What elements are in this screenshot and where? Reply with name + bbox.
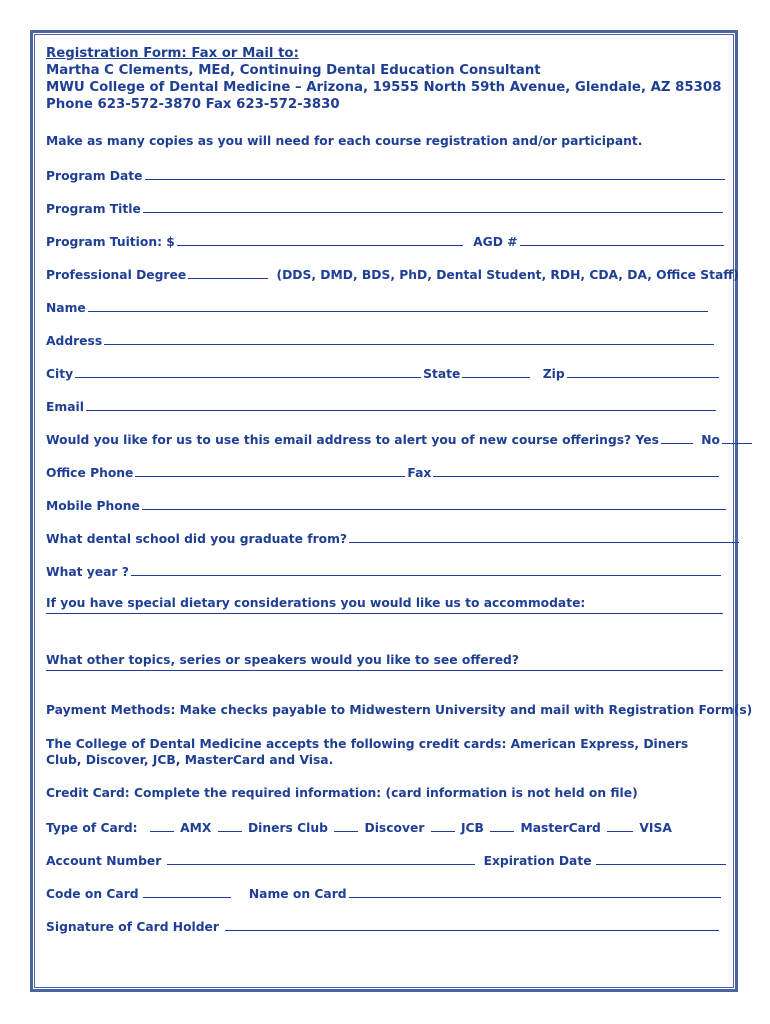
program-tuition-label: Program Tuition: $ bbox=[46, 235, 175, 249]
address-row bbox=[46, 332, 716, 348]
state-field[interactable] bbox=[462, 365, 530, 378]
program-date-field[interactable] bbox=[145, 167, 725, 180]
mobile-phone-row bbox=[46, 497, 728, 513]
card-diners-checkbox[interactable] bbox=[218, 819, 242, 832]
code-on-card-field[interactable] bbox=[143, 885, 231, 898]
card-amx-checkbox[interactable] bbox=[150, 819, 174, 832]
state-label: State bbox=[423, 367, 461, 381]
what-year-row bbox=[46, 563, 723, 579]
name-on-card-label: Name on Card bbox=[248, 887, 347, 901]
type-of-card-label: Type of Card: bbox=[46, 821, 138, 835]
dental-school-label: What dental school did you graduate from? bbox=[46, 532, 348, 546]
name-label: Name bbox=[46, 301, 86, 315]
card-type-row bbox=[46, 819, 672, 835]
what-year-field[interactable] bbox=[131, 563, 721, 576]
email-alert-row bbox=[46, 431, 754, 447]
fax-field[interactable] bbox=[433, 464, 719, 477]
city-state-zip-row bbox=[46, 365, 721, 381]
card-visa-checkbox[interactable] bbox=[607, 819, 633, 832]
form-title: Registration Form: Fax or Mail to: bbox=[46, 46, 299, 61]
card-jcb-checkbox[interactable] bbox=[431, 819, 455, 832]
email-alert-yes-field[interactable] bbox=[661, 431, 693, 444]
address-label: Address bbox=[46, 334, 103, 348]
account-number-field[interactable] bbox=[167, 852, 475, 865]
card-jcb-label: JCB bbox=[460, 821, 484, 835]
contact-name: Martha C Clements, MEd, Continuing Dental Education Consultant bbox=[46, 63, 541, 78]
email-alert-no-label: No bbox=[701, 433, 720, 447]
email-row bbox=[46, 398, 718, 414]
card-diners-label: Diners Club bbox=[247, 821, 328, 835]
agd-label: AGD # bbox=[473, 235, 518, 249]
fax-label: Fax bbox=[407, 466, 432, 480]
name-on-card-field[interactable] bbox=[349, 885, 721, 898]
program-tuition-field[interactable] bbox=[177, 233, 463, 246]
program-title-field[interactable] bbox=[143, 200, 723, 213]
signature-field[interactable] bbox=[225, 918, 719, 931]
signature-label: Signature of Card Holder bbox=[46, 920, 219, 934]
city-field[interactable] bbox=[75, 365, 421, 378]
signature-row bbox=[46, 918, 721, 934]
copies-instruction: Make as many copies as you will need for each course registration and/or participant. bbox=[46, 134, 643, 148]
mobile-phone-label: Mobile Phone bbox=[46, 499, 140, 513]
payment-methods: Payment Methods: Make checks payable to Midwestern University and mail with Registration Form(s) bbox=[46, 703, 753, 717]
account-number-label: Account Number bbox=[46, 854, 162, 868]
expiration-date-label: Expiration Date bbox=[483, 854, 592, 868]
city-label: City bbox=[46, 367, 74, 381]
professional-degree-label: Professional Degree bbox=[46, 268, 187, 282]
account-row bbox=[46, 852, 728, 868]
card-visa-label: VISA bbox=[639, 821, 672, 835]
dental-school-field[interactable] bbox=[349, 530, 739, 543]
other-topics-field[interactable] bbox=[46, 670, 723, 671]
card-mastercard-label: MasterCard bbox=[520, 821, 601, 835]
program-tuition-row bbox=[46, 233, 726, 249]
name-field[interactable] bbox=[88, 299, 708, 312]
professional-degree-row bbox=[46, 266, 739, 282]
mobile-phone-field[interactable] bbox=[142, 497, 726, 510]
card-mastercard-checkbox[interactable] bbox=[490, 819, 514, 832]
credit-card-note: Credit Card: Complete the required information: (card information is not held on file) bbox=[46, 786, 638, 800]
other-topics-label: What other topics, series or speakers would you like to see offered? bbox=[46, 653, 519, 667]
card-amx-label: AMX bbox=[180, 821, 212, 835]
zip-label: Zip bbox=[542, 367, 565, 381]
program-date-row bbox=[46, 167, 727, 183]
cards-accepted: The College of Dental Medicine accepts the following credit cards: American Express, Diners Club, Discover, JCB, MasterCard and Visa. bbox=[46, 737, 689, 767]
program-title-label: Program Title bbox=[46, 202, 141, 216]
dietary-label: If you have special dietary considerations you would like us to accommodate: bbox=[46, 596, 586, 610]
zip-field[interactable] bbox=[567, 365, 719, 378]
email-alert-no-field[interactable] bbox=[722, 431, 752, 444]
email-alert-question: Would you like for us to use this email address to alert you of new course offerings? Yes bbox=[46, 433, 659, 447]
office-phone-field[interactable] bbox=[135, 464, 405, 477]
address-field[interactable] bbox=[104, 332, 714, 345]
expiration-date-field[interactable] bbox=[596, 852, 726, 865]
code-name-row bbox=[46, 885, 723, 901]
card-discover-checkbox[interactable] bbox=[334, 819, 358, 832]
dental-school-row bbox=[46, 530, 741, 546]
dietary-field[interactable] bbox=[46, 613, 723, 614]
contact-address: MWU College of Dental Medicine – Arizona, 19555 North 59th Avenue, Glendale, AZ 85308 bbox=[46, 80, 722, 95]
code-on-card-label: Code on Card bbox=[46, 887, 139, 901]
email-label: Email bbox=[46, 400, 84, 414]
program-date-label: Program Date bbox=[46, 169, 143, 183]
phone-fax-row bbox=[46, 464, 721, 480]
office-phone-label: Office Phone bbox=[46, 466, 134, 480]
professional-degree-field[interactable] bbox=[188, 266, 268, 279]
form-header bbox=[46, 46, 299, 61]
agd-field[interactable] bbox=[520, 233, 724, 246]
card-discover-label: Discover bbox=[364, 821, 425, 835]
degree-options: (DDS, DMD, BDS, PhD, Dental Student, RDH, CDA, DA, Office Staff) bbox=[276, 268, 739, 282]
contact-phone-fax: Phone 623-572-3870 Fax 623-572-3830 bbox=[46, 97, 340, 112]
program-title-row bbox=[46, 200, 725, 216]
name-row bbox=[46, 299, 710, 315]
email-field[interactable] bbox=[86, 398, 716, 411]
what-year-label: What year ? bbox=[46, 565, 129, 579]
